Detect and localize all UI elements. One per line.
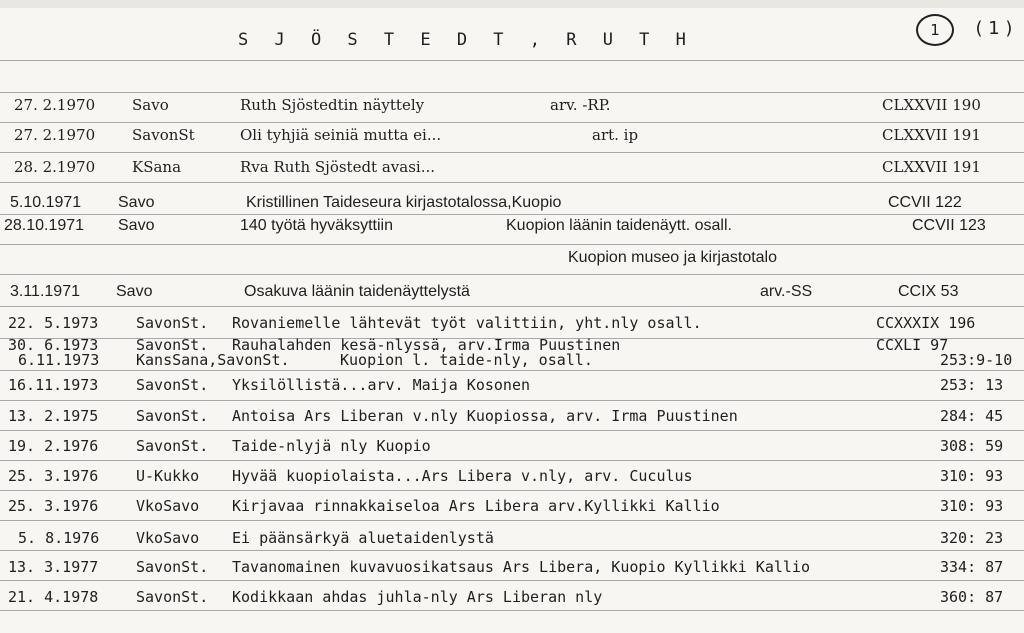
entry-ref: 308: 59	[940, 437, 1004, 455]
entry-paper: SavonSt.	[136, 376, 209, 394]
entry-paper: SavonSt.	[136, 437, 209, 455]
divider	[0, 274, 1024, 275]
entry-paper: Savo	[118, 194, 155, 211]
entry-paper: SavonSt.	[136, 588, 209, 606]
entry-date: 13. 3.1977	[8, 558, 99, 576]
entry-ref: 360: 87	[940, 588, 1004, 606]
entry-date: 22. 5.1973	[8, 314, 99, 332]
entry-paper: Savo	[118, 217, 155, 234]
card-title: S J Ö S T E D T , R U T H	[238, 30, 694, 50]
entry-row	[0, 312, 1024, 336]
entry-date: 3.11.1971	[10, 283, 80, 300]
entry-ref: CLXXVII 190	[882, 96, 981, 114]
entry-date: 30. 6.1973	[8, 336, 99, 354]
entry-text: Hyvää kuopiolaista...Ars Libera v.nly, arv. Cuculus	[232, 467, 693, 485]
entry-paper: U-Kukko	[136, 467, 200, 485]
entry-row	[0, 374, 1024, 398]
entry-ref: 334: 87	[940, 558, 1004, 576]
divider	[0, 490, 1024, 491]
entry-paper: SavonSt.	[136, 314, 209, 332]
entry-date: 5. 8.1976	[18, 529, 100, 547]
entry-row	[0, 527, 1024, 551]
entry-text: Rva Ruth Sjöstedt avasi...	[240, 158, 436, 176]
entry-date: 28.10.1971	[4, 217, 85, 234]
entry-note: art. ip	[592, 126, 639, 144]
divider	[0, 60, 1024, 61]
divider	[0, 610, 1024, 611]
entry-date: 28. 2.1970	[14, 158, 96, 176]
entry-paper: SavonSt	[132, 126, 195, 144]
divider	[0, 244, 1024, 245]
card-number-marks	[916, 14, 1016, 46]
entry-date: 27. 2.1970	[14, 96, 96, 114]
entry-ref: CCXLI 97	[876, 336, 949, 354]
entry-text: Ruth Sjöstedtin näyttely	[240, 96, 425, 114]
entry-text: Antoisa Ars Liberan v.nly Kuopiossa, arv. Irma Puustinen	[232, 407, 738, 425]
entry-row	[0, 156, 1024, 180]
entry-ref: 320: 23	[940, 529, 1004, 547]
entry-ref: CLXXVII 191	[882, 158, 981, 176]
entry-text: Osakuva läänin taidenäyttelystä	[244, 283, 470, 300]
entry-text: Rovaniemelle lähtevät työt valittiin, yht.nly osall.	[232, 314, 702, 332]
entry-date: 6.11.1973	[18, 351, 100, 369]
entry-subline: Kuopion museo ja kirjastotalo	[568, 249, 778, 266]
entry-note: Kuopion läänin taidenäytt. osall.	[506, 217, 732, 234]
divider	[0, 182, 1024, 183]
entry-row	[0, 586, 1024, 610]
divider	[0, 400, 1024, 401]
entry-note: arv. -RP.	[550, 96, 611, 114]
entry-row	[0, 556, 1024, 580]
entry-date: 25. 3.1976	[8, 467, 99, 485]
entry-text: Kirjavaa rinnakkaiseloa Ars Libera arv.Kyllikki Kallio	[232, 497, 720, 515]
entry-date: 19. 2.1976	[8, 437, 99, 455]
entry-paper: KansSana,SavonSt.	[136, 351, 290, 369]
entry-date: 21. 4.1978	[8, 588, 99, 606]
entry-date: 5.10.1971	[10, 194, 82, 211]
entry-row	[0, 215, 1024, 239]
divider	[0, 122, 1024, 123]
entry-text: Kodikkaan ahdas juhla-nly Ars Liberan nly	[232, 588, 603, 606]
entry-ref: 284: 45	[940, 407, 1004, 425]
entry-date: 25. 3.1976	[8, 497, 99, 515]
entry-text: Tavanomainen kuvavuosikatsaus Ars Libera, Kuopio Kyllikki Kallio	[232, 558, 810, 576]
entry-text: 140 työtä hyväksyttiin	[240, 217, 393, 234]
entry-ref: 310: 93	[940, 497, 1004, 515]
entry-paper: SavonSt.	[136, 407, 209, 425]
entry-ref: CCIX 53	[898, 283, 959, 300]
entry-row	[0, 281, 1024, 305]
entry-row	[0, 495, 1024, 519]
entry-date: 27. 2.1970	[14, 126, 96, 144]
card-top-edge	[0, 0, 1024, 8]
entry-ref: 253: 13	[940, 376, 1004, 394]
entry-row	[0, 405, 1024, 429]
circled-number-mark: 1	[916, 14, 954, 46]
entry-ref: 253:9-10	[940, 351, 1013, 369]
entry-text: Rauhalahden kesä-nlyssä, arv.Irma Puustinen	[232, 336, 621, 354]
divider	[0, 430, 1024, 431]
entry-date: 16.11.1973	[8, 376, 99, 394]
entry-date: 13. 2.1975	[8, 407, 99, 425]
entry-paper: Savo	[116, 283, 153, 300]
entry-row	[0, 192, 1024, 216]
divider	[0, 152, 1024, 153]
entry-text: Kristillinen Taideseura kirjastotalossa,Kuopio	[246, 194, 562, 211]
entry-row	[0, 465, 1024, 489]
entry-paper: Savo	[132, 96, 169, 114]
entry-ref: 310: 93	[940, 467, 1004, 485]
entry-paper: VkoSavo	[136, 497, 200, 515]
entry-paper: SavonSt.	[136, 336, 209, 354]
entry-text: Taide-nlyjä nly Kuopio	[232, 437, 431, 455]
entry-paper: VkoSavo	[136, 529, 200, 547]
divider	[0, 580, 1024, 581]
divider	[0, 460, 1024, 461]
entry-ref: CCXXXIX 196	[876, 314, 976, 332]
divider	[0, 520, 1024, 521]
entry-row	[0, 435, 1024, 459]
entry-row	[0, 94, 1024, 118]
entry-ref: CCVII 123	[912, 217, 986, 234]
divider	[0, 306, 1024, 307]
entry-row	[0, 349, 1024, 373]
entry-text: Oli tyhjiä seiniä mutta ei...	[240, 126, 442, 144]
entry-paper: SavonSt.	[136, 558, 209, 576]
paren-number-mark: ( 1 )	[975, 17, 1013, 39]
entry-note: arv.-SS	[760, 283, 813, 300]
entry-text: Kuopion l. taide-nly, osall.	[340, 351, 593, 369]
entry-text: Yksilöllistä...arv. Maija Kosonen	[232, 376, 531, 394]
entry-ref: CCVII 122	[888, 194, 962, 211]
entry-ref: CLXXVII 191	[882, 126, 981, 144]
entry-row	[0, 124, 1024, 148]
entry-text: Ei päänsärkyä aluetaidenlystä	[232, 529, 494, 547]
divider	[0, 92, 1024, 93]
entry-paper: KSana	[132, 158, 182, 176]
